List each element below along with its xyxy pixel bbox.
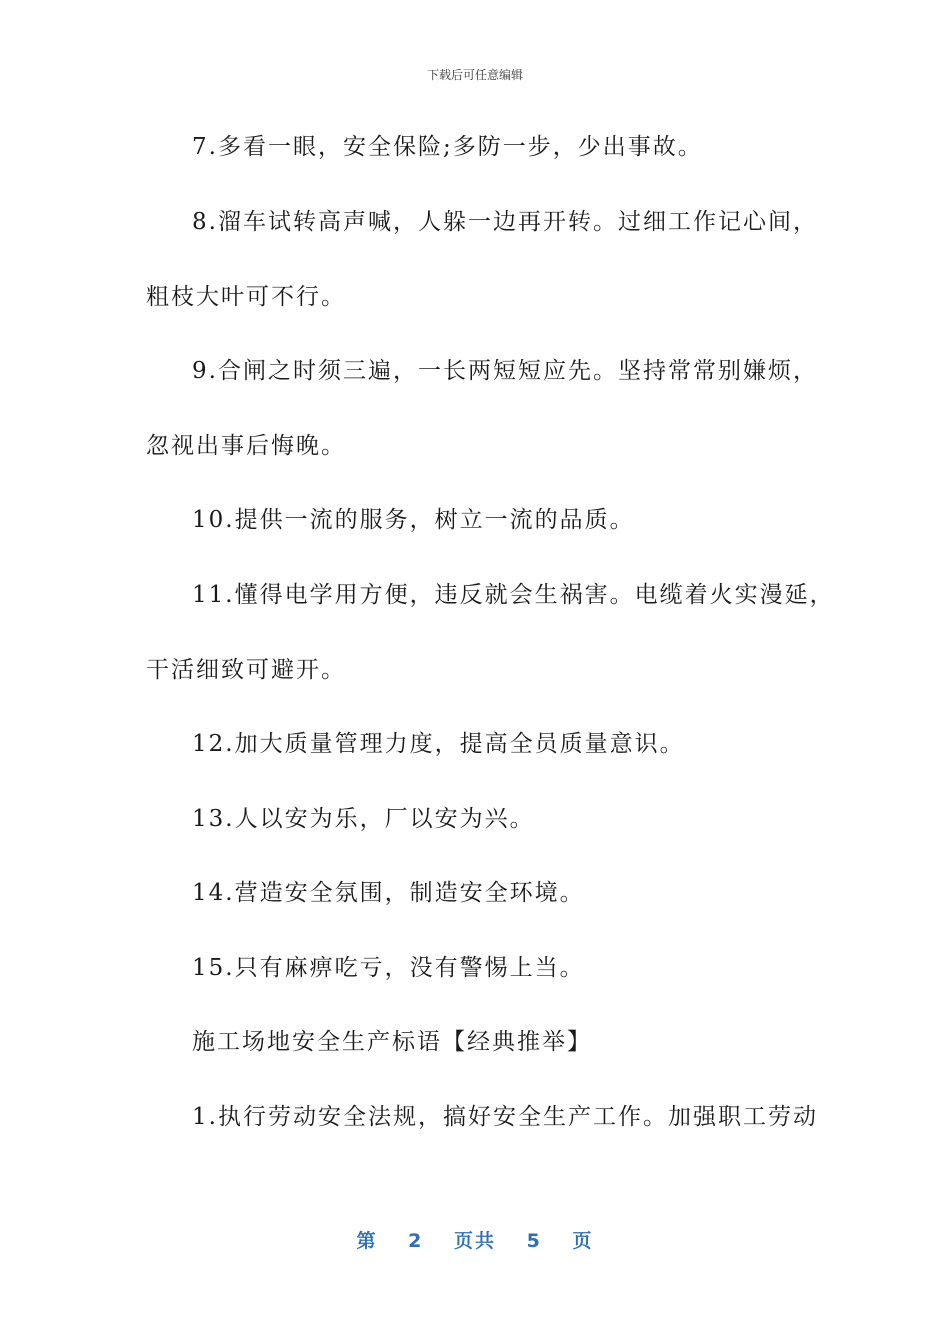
list-item: 11.懂得电学用方便，违反就会生祸害。电缆着火实漫延， [192,582,835,608]
list-item: 13.人以安为乐，厂以安为兴。 [192,806,535,832]
list-item: 12.加大质量管理力度，提高全员质量意识。 [192,731,685,757]
list-item: 9.合闸之时须三遍，一长两短短应先。坚持常常别嫌烦， [192,358,818,384]
footer-suffix: 页 [572,1230,594,1252]
footer-prefix: 第 [356,1230,378,1252]
page-footer [0,1226,950,1253]
section-heading: 施工场地安全生产标语【经典推举】 [192,1029,592,1055]
total-page-count: 5 [526,1230,542,1252]
current-page-number: 2 [408,1230,424,1252]
list-item-continuation: 粗枝大叶可不行。 [146,284,346,310]
list-item: 10.提供一流的服务，树立一流的品质。 [192,507,635,533]
list-item: 14.营造安全氛围，制造安全环境。 [192,880,585,906]
list-item-continuation: 干活细致可避开。 [146,657,346,683]
list-item: 7.多看一眼，安全保险;多防一步，少出事故。 [192,134,703,160]
list-item: 1.执行劳动安全法规，搞好安全生产工作。加强职工劳动 [192,1104,818,1130]
footer-middle: 页共 [453,1230,496,1252]
list-item: 8.溜车试转高声喊，人躲一边再开转。过细工作记心间， [192,209,818,235]
list-item-continuation: 忽视出事后悔晚。 [146,433,346,459]
header-note: 下载后可任意编辑 [426,68,523,82]
list-item: 15.只有麻痹吃亏，没有警惕上当。 [192,955,585,981]
